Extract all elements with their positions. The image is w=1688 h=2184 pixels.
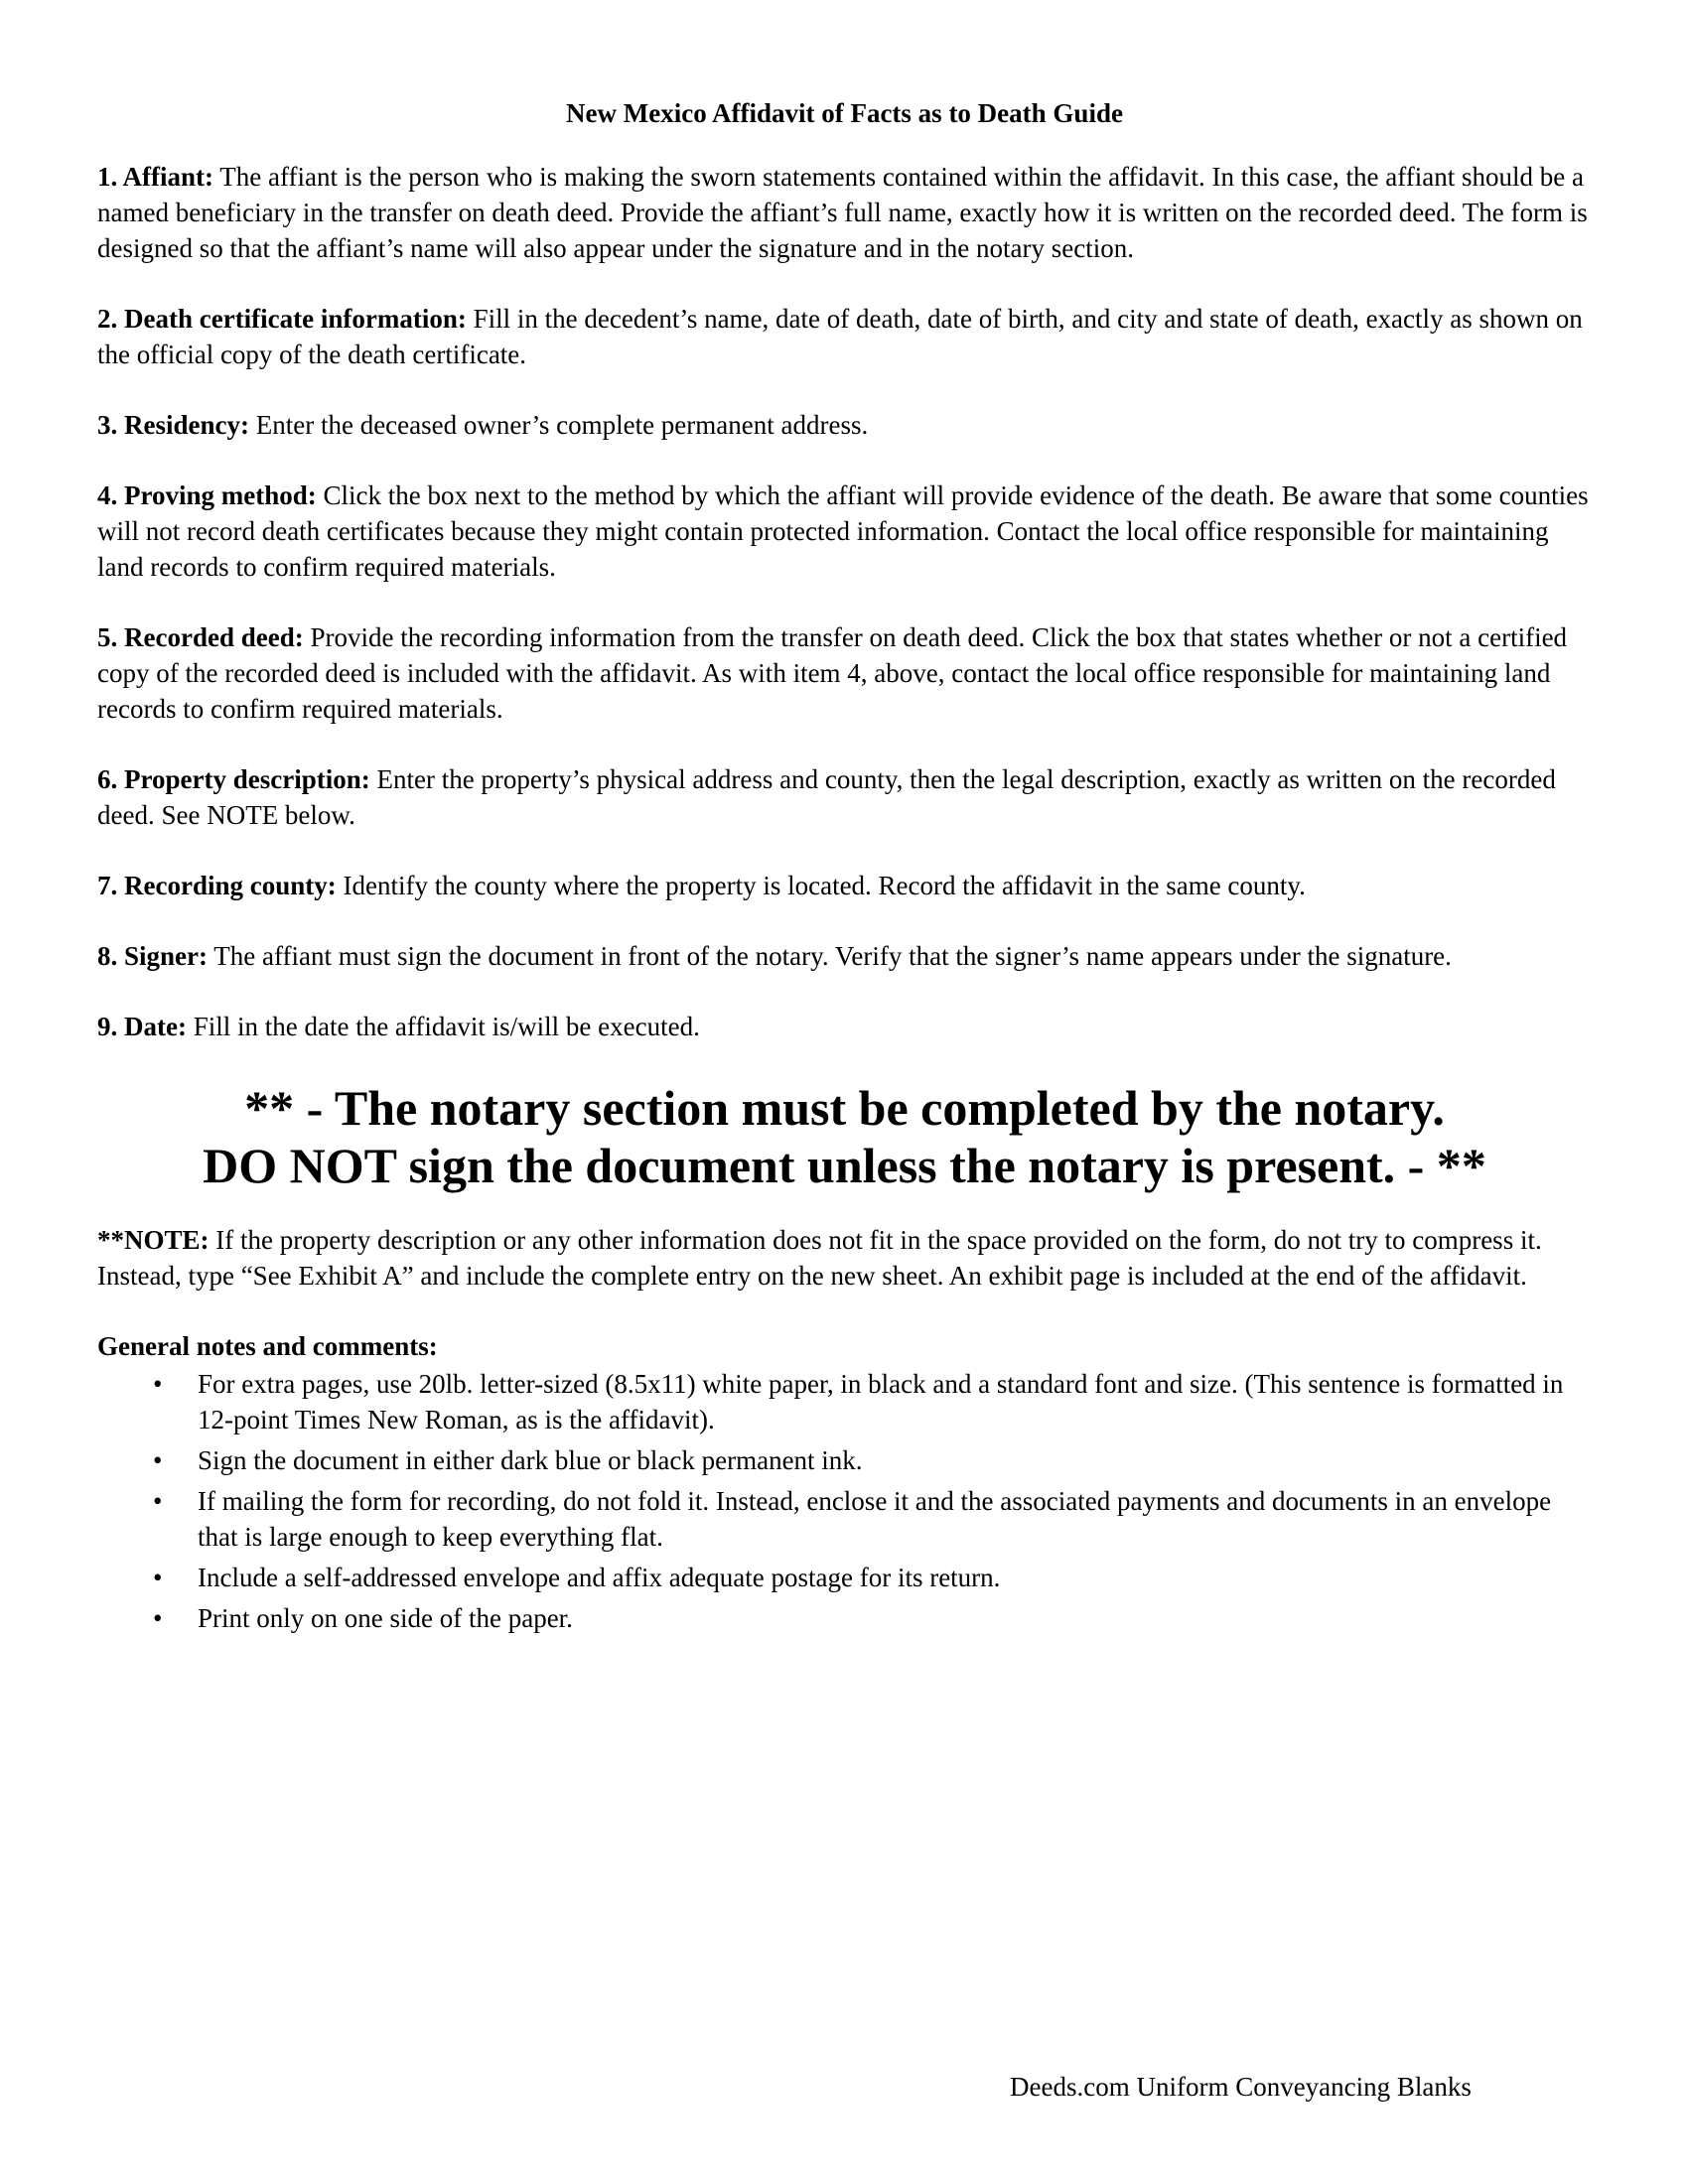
item-label: 7. Recording county: xyxy=(97,871,337,900)
item-text: Click the box next to the method by which the affiant will provide evidence of the death. Be aware that some counties will not record death certificates because they might contain protected information. Contact the local office responsible for maintaining land records to confirm required materials. xyxy=(97,480,1589,582)
item-text: The affiant must sign the document in front of the notary. Verify that the signer’s name appears under the signature. xyxy=(208,941,1452,971)
guide-item-recording-county xyxy=(97,868,1592,903)
bullet-icon: • xyxy=(153,1445,163,1475)
general-notes-list xyxy=(97,1366,1592,1636)
guide-item-residency xyxy=(97,407,1592,443)
guide-item-proving-method xyxy=(97,478,1592,585)
list-item: • For extra pages, use 20lb. letter-sized (8.5x11) white paper, in black and a standard font and size. (This sentence is formatted in 12-point Times New Roman, as is the affidavit). xyxy=(97,1366,1592,1437)
page-title: New Mexico Affidavit of Facts as to Death Guide xyxy=(566,98,1123,128)
list-item: • Include a self-addressed envelope and affix adequate postage for its return. xyxy=(97,1560,1592,1595)
note-paragraph xyxy=(97,1222,1592,1294)
warning-line-2: DO NOT sign the document unless the notary is present. - ** xyxy=(203,1138,1486,1193)
item-label: 3. Residency: xyxy=(97,410,249,440)
guide-item-recorded-deed xyxy=(97,619,1592,727)
item-label: 2. Death certificate information: xyxy=(97,304,467,334)
note-text: If the property description or any other information does not fit in the space provided on the form, do not try to compress it. Instead, type “See Exhibit A” and include the complete entry on the new sheet. An exhibit page is included at the end of the affidavit. xyxy=(97,1225,1542,1291)
guide-item-death-certificate xyxy=(97,301,1592,372)
item-label: 4. Proving method: xyxy=(97,480,317,510)
item-text: Provide the recording information from the transfer on death deed. Click the box that states whether or not a certified copy of the recorded deed is included with the affidavit. As with item 4, above, contact the local office responsible for maintaining land records to confirm required materials. xyxy=(97,622,1568,724)
bullet-icon: • xyxy=(153,1603,163,1633)
notary-warning xyxy=(97,1079,1592,1194)
item-text: Identify the county where the property is located. Record the affidavit in the same county. xyxy=(336,871,1306,900)
list-item: • Sign the document in either dark blue or black permanent ink. xyxy=(97,1442,1592,1478)
item-label: 9. Date: xyxy=(97,1012,187,1041)
guide-item-signer xyxy=(97,938,1592,974)
bullet-icon: • xyxy=(153,1486,163,1516)
list-item: • Print only on one side of the paper. xyxy=(97,1600,1592,1636)
item-text: Enter the deceased owner’s complete permanent address. xyxy=(248,410,869,440)
bullet-icon: • xyxy=(153,1369,163,1399)
item-text: Fill in the decedent’s name, date of death, date of birth, and city and state of death, exactly as shown on the official copy of the death certificate. xyxy=(97,304,1583,369)
warning-line-1: ** - The notary section must be completed by the notary. xyxy=(244,1080,1445,1136)
item-label: 8. Signer: xyxy=(97,941,208,971)
guide-item-affiant xyxy=(97,159,1592,266)
item-text: Fill in the date the affidavit is/will be executed. xyxy=(186,1012,700,1041)
item-text: The affiant is the person who is making the sworn statements contained within the affidavit. In this case, the affiant should be a named beneficiary in the transfer on death deed. Provide the affiant’s full name, exactly how it is written on the recorded deed. The form is designed so that the affiant’s name will also appear under the signature and in the notary section. xyxy=(97,162,1588,263)
bullet-icon: • xyxy=(153,1563,163,1592)
item-label: 5. Recorded deed: xyxy=(97,622,304,652)
page-footer: Deeds.com Uniform Conveyancing Blanks xyxy=(1010,2072,1472,2102)
item-label: 6. Property description: xyxy=(97,764,370,794)
document-page xyxy=(97,95,1592,1641)
guide-item-date xyxy=(97,1009,1592,1044)
item-text: Enter the property’s physical address and county, then the legal description, exactly as written on the recorded deed. See NOTE below. xyxy=(97,764,1556,830)
general-notes-title: General notes and comments: xyxy=(97,1331,438,1361)
note-label: **NOTE: xyxy=(97,1225,210,1255)
list-item: • If mailing the form for recording, do not fold it. Instead, enclose it and the associated payments and documents in an envelope that is large enough to keep everything flat. xyxy=(97,1483,1592,1555)
guide-item-property-description xyxy=(97,761,1592,833)
item-label: 1. Affiant: xyxy=(97,162,213,192)
